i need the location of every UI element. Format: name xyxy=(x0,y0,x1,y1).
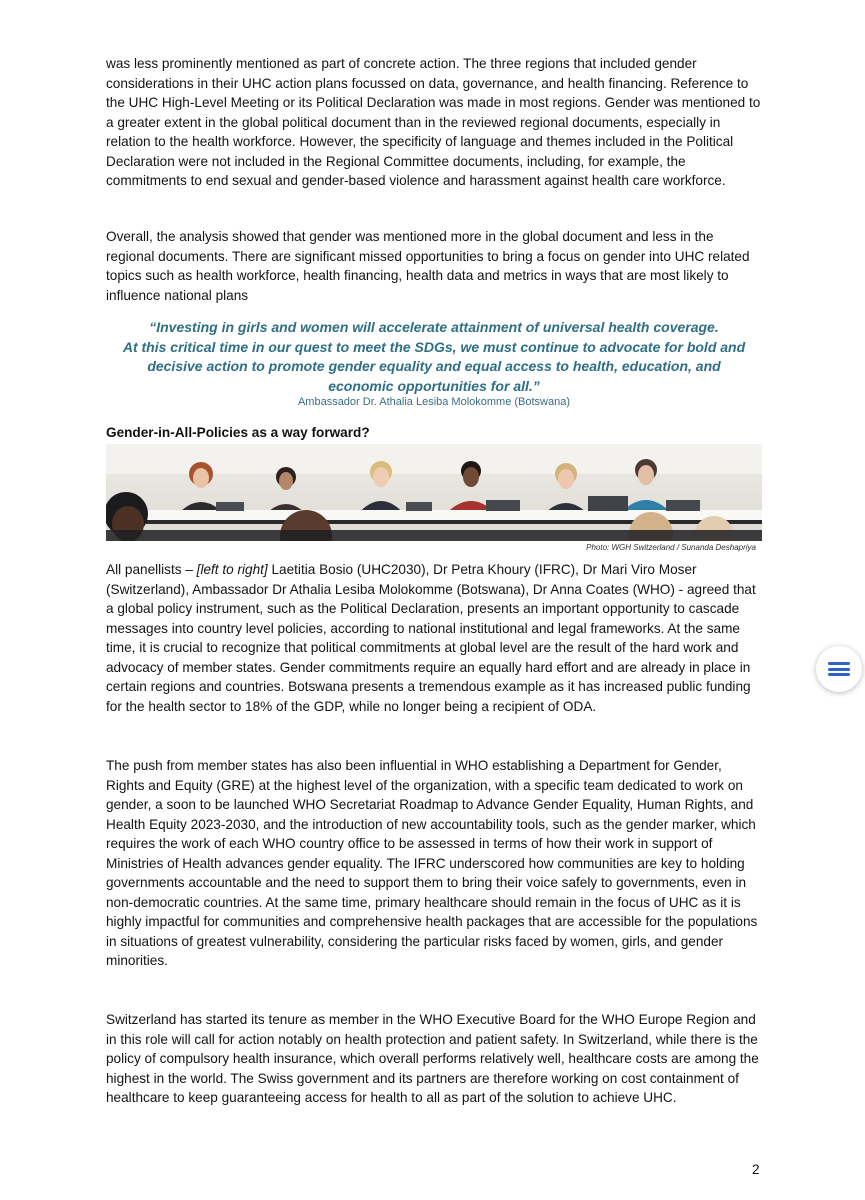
paragraph-4: The push from member states has also been influential in WHO establishing a Department for Gender, Rights and Equity (GRE) at the highest level of the organization, with a specific team dedicated to work on gender, a soon to be launched WHO Secretariat Roadmap to Advance Gender Equality, Human Rights, and Health Equity 2023-2030, and the introduction of new accountability tools, such as the gender marker, which requires the work of each WHO country office to be assessed in terms of how their work in support of Ministries of Health advances gender equality. The IFRC underscored how communities are key to holding governments accountable and the need to support them to bring their voice safely to governments, even in non-democratic countries. At the same time, primary healthcare should remain in the focus of UHC as it is highly impactful for communities and comprehensive health packages that are accessible for the populations in situations of greatest vulnerability, considering the particular risks faced by women, girls, and gender minorities. xyxy=(106,758,758,968)
paragraph-2-block xyxy=(106,227,762,305)
paragraph-4-block xyxy=(106,756,762,971)
paragraph-2: Overall, the analysis showed that gender was mentioned more in the global document and less in the regional documents. There are significant missed opportunities to bring a focus on gender into UHC related topics such as health workforce, health financing, health data and metrics in ways that are most likely to influence national plans xyxy=(106,229,750,303)
paragraph-3-block xyxy=(106,560,762,716)
panel-photo xyxy=(106,444,762,541)
page-number: 2 xyxy=(752,1162,760,1177)
quote-line-4: economic opportunities for all.” xyxy=(328,377,540,394)
menu-button[interactable] xyxy=(816,646,862,692)
quote-line-1: “Investing in girls and women will accelerate attainment of universal health coverage. xyxy=(149,319,719,335)
paragraph-3-intro: All panellists – xyxy=(106,562,197,577)
paragraph-1-block xyxy=(106,54,762,191)
paragraph-5-block xyxy=(106,1010,762,1108)
hamburger-menu-icon xyxy=(828,660,850,679)
paragraph-3-italic: [left to right] xyxy=(196,562,268,577)
paragraph-3 xyxy=(106,560,762,716)
quote-line-2: At this critical time in our quest to meet the SDGs, we must continue to advocate for bold and xyxy=(122,338,746,355)
panel-photo-illustration xyxy=(106,444,762,541)
section-heading: Gender-in-All-Policies as a way forward? xyxy=(106,425,370,440)
quote-attribution: Ambassador Dr. Athalia Lesiba Molokomme (Botswana) xyxy=(297,396,571,408)
paragraph-1: was less prominently mentioned as part of concrete action. The three regions that included gender considerations in their UHC action plans focussed on data, governance, and health financing. Reference to the UHC High-Level Meeting or its Political Declaration was made in most regions. Gender was mentioned to a greater extent in the global political document than in the reviewed regional documents, especially in relation to the health workforce. However, the specificity of language and themes included in the Political Declaration were not included in the Regional Committee documents, including, for example, the commitments to end sexual and gender-based violence and harassment against health care workforce. xyxy=(106,56,761,188)
paragraph-3-rest: Laetitia Bosio (UHC2030), Dr Petra Khoury (IFRC), Dr Mari Viro Moser (Switzerland), Ambassador Dr Athalia Lesiba Molokomme (Botswana), Dr Anna Coates (WHO) - agreed that a global policy instrument, such as the Political Declaration, presents an important opportunity to cascade messages into country level policies, according to national institutional and legal frameworks. At the same time, it is crucial to recognize that political commitments at global level are the result of the hard work and advocacy of member states. Gender commitments require an equally hard effort and are already in place in certain regions and countries. Botswana presents a tremendous example as it has increased public funding for the health sector to 18% of the GDP, while no longer being a recipient of ODA. xyxy=(106,562,756,714)
paragraph-5: Switzerland has started its tenure as member in the WHO Executive Board for the WHO Europe Region and in this role will call for action notably on health protection and patient safety. In Switzerland, while there is the policy of compulsory health insurance, which overall performs relatively well, healthcare costs are among the highest in the world. The Swiss government and its partners are therefore working on cost containment of healthcare to keep guaranteeing access for health to all as part of the solution to achieve UHC. xyxy=(106,1012,759,1105)
photo-caption: Photo: WGH Switzerland / Sunanda Deshapriya xyxy=(586,543,756,552)
pull-quote xyxy=(106,318,762,396)
quote-line-3: decisive action to promote gender equality and equal access to health, education, and xyxy=(147,358,721,375)
